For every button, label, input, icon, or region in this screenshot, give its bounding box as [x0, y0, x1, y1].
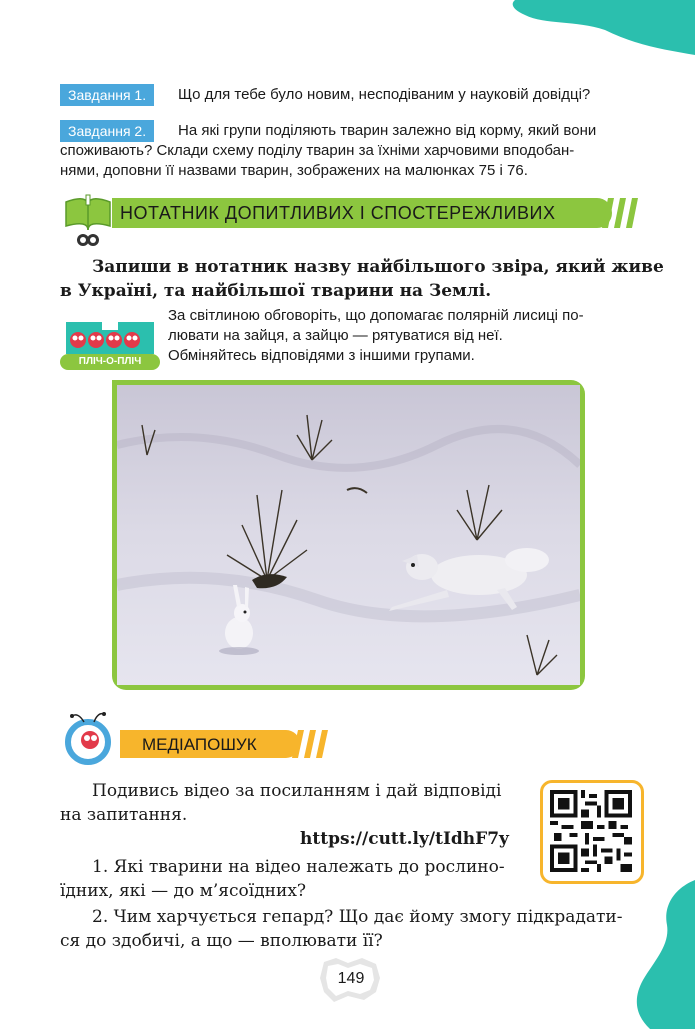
- media-banner-stripes: [290, 730, 330, 758]
- question-1-line-2: їдних, які — до м’ясоїдних?: [60, 881, 307, 901]
- question-1-line-1: 1. Які тварини на відео належать до рослино-: [92, 857, 505, 877]
- question-2-line-2: ся до здобичі, а що — вполювати її?: [60, 931, 383, 951]
- task-2-line-1: На які групи поділяють тварин залежно від корму, який вони: [178, 122, 597, 139]
- notebook-title: НОТАТНИК ДОПИТЛИВИХ І СПОСТЕРЕЖЛИВИХ: [120, 203, 556, 223]
- media-search-icon: [60, 708, 120, 768]
- pair-work-badge: ПЛІЧ-О-ПЛІЧ: [78, 356, 142, 367]
- task-2-line-3: нями, доповни її назвами тварин, зображених на малюнках 75 і 76.: [60, 162, 528, 179]
- top-right-decoration: [495, 0, 695, 60]
- pair-work-line-3: Обміняйтесь відповідями з іншими групами.: [168, 347, 475, 364]
- notebook-line-1: Запиши в нотатник назву найбільшого звіра, який живе: [92, 257, 664, 277]
- media-intro-line-2: на запитання.: [60, 805, 188, 825]
- task-1-label: Завдання 1.: [60, 84, 154, 106]
- pair-work-line-1: За світлиною обговоріть, що допомагає полярній лисиці по-: [168, 307, 584, 324]
- task-2-label: Завдання 2.: [60, 120, 154, 142]
- task-2-line-2: споживають? Склади схему поділу тварин за їхніми харчовими вподобан-: [60, 142, 575, 159]
- arctic-fox-and-hare-photo: [117, 385, 580, 685]
- bottom-right-decoration: [615, 880, 695, 1029]
- media-title: МЕДІАПОШУК: [142, 735, 257, 754]
- qr-code[interactable]: [550, 790, 632, 872]
- task-1-text: Що для тебе було новим, несподіваним у науковій довідці?: [178, 86, 591, 103]
- notebook-icon: [62, 192, 114, 250]
- notebook-line-2: в Україні, та найбільшої тварини на Землі.: [60, 281, 492, 301]
- media-intro-line-1: Подивись відео за посиланням і дай відповіді: [92, 781, 502, 801]
- question-2-line-1: 2. Чим харчується гепард? Що дає йому змогу підкрадати-: [92, 907, 623, 927]
- media-link[interactable]: https://cutt.ly/tIdhF7y: [300, 829, 509, 849]
- notebook-banner-stripes: [600, 198, 640, 228]
- page-number: 149: [337, 970, 365, 987]
- pair-work-line-2: лювати на зайця, а зайцю — рятуватися від неї.: [168, 327, 503, 344]
